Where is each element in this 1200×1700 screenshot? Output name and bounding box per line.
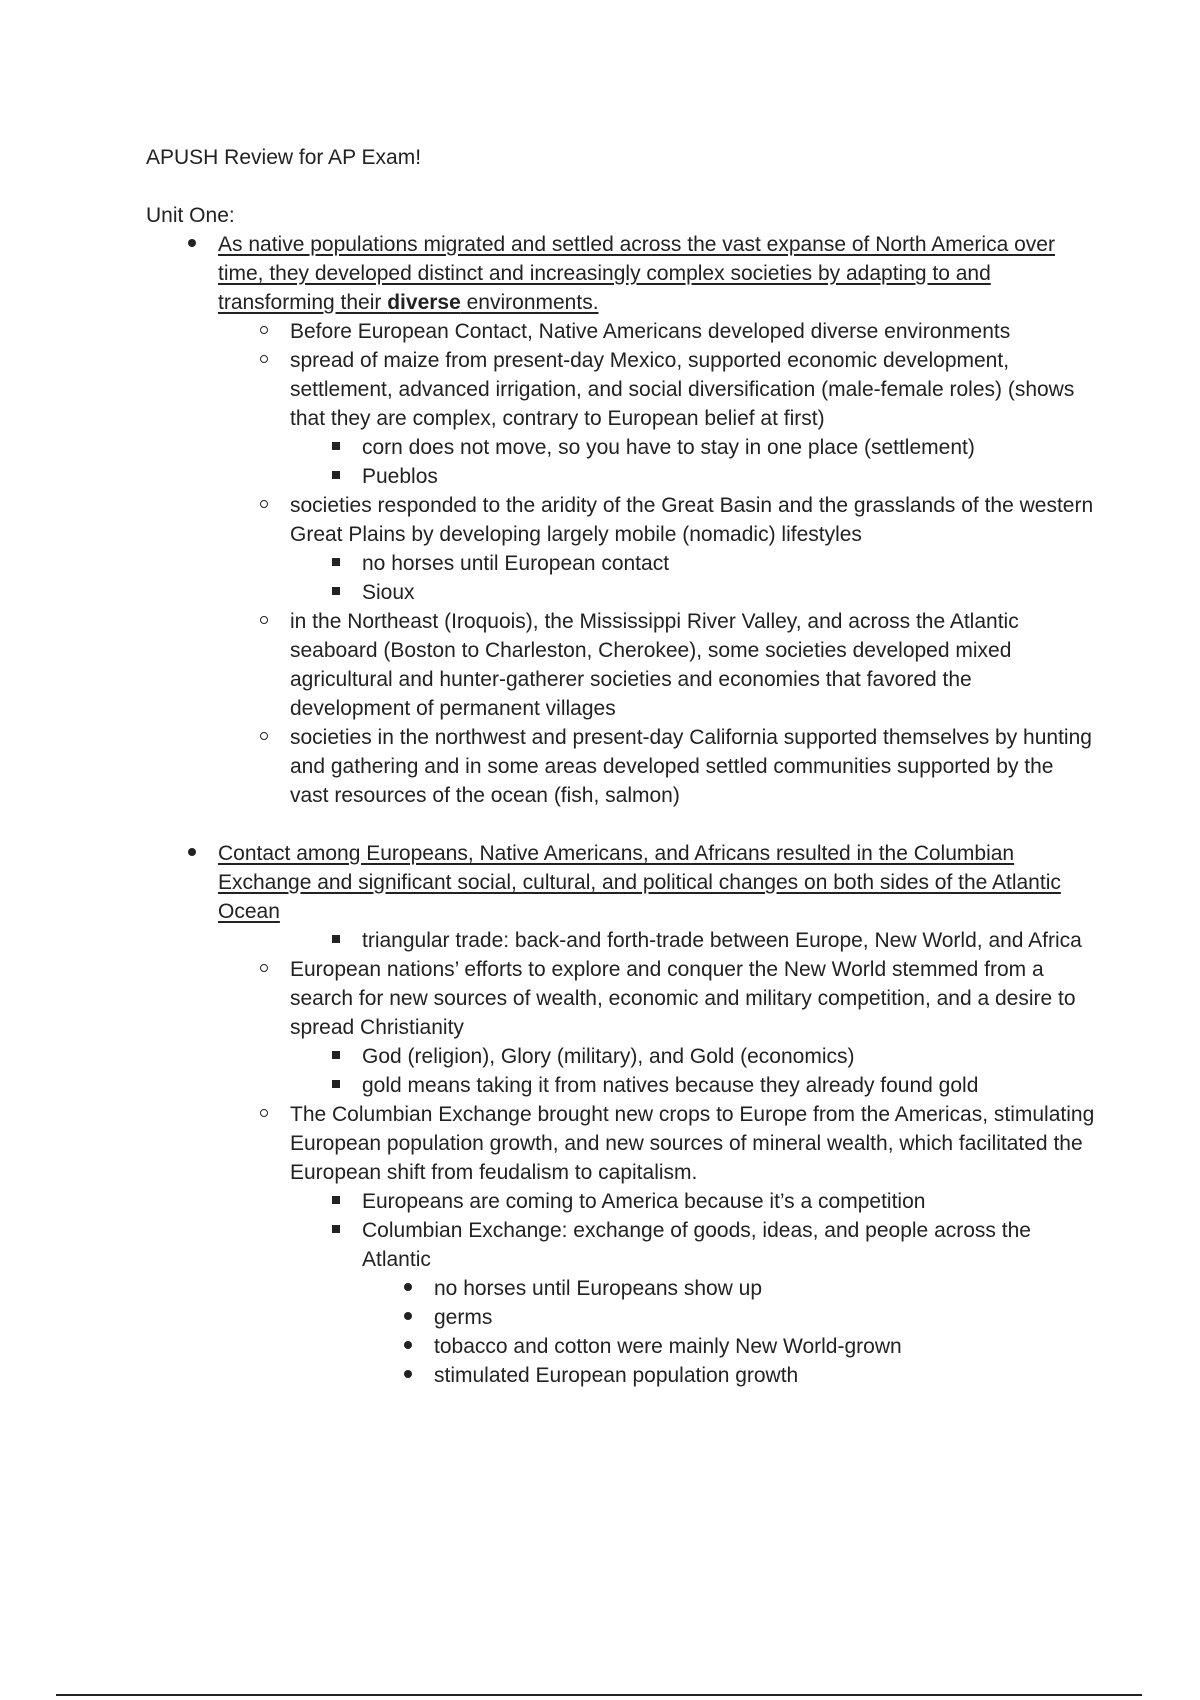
list-item: Sioux [146,578,1096,607]
bullet-square-icon [326,1042,346,1071]
bullet-circle-icon [254,955,274,984]
list-item: corn does not move, so you have to stay in one place (settlement) [146,433,1096,462]
bullet-square-icon [326,1216,346,1245]
list-item: Columbian Exchange: exchange of goods, ideas, and people across the Atlantic [146,1216,1096,1274]
list-item: God (religion), Glory (military), and Gold (economics) [146,1042,1096,1071]
bullet-square-icon [326,462,346,491]
list-item: spread of maize from present-day Mexico, supported economic development, settlement, advanced irrigation, and social diversification (male-female roles) (shows that they are complex, contrary to European belief at first) [146,346,1096,433]
bullet-circle-icon [254,723,274,752]
document-title: APUSH Review for AP Exam! [146,146,422,169]
bullet-square-icon [326,433,346,462]
list-item: The Columbian Exchange brought new crops to Europe from the Americas, stimulating European population growth, and new sources of mineral wealth, which facilitated the European shift from feudalism to capitalism. [146,1100,1096,1187]
list-item: societies in the northwest and present-day California supported themselves by hunting and gathering and in some areas developed settled communities supported by the vast resources of the ocean (fish, salmon) [146,723,1096,810]
section-1-heading [146,230,1096,317]
list-item: tobacco and cotton were mainly New World-grown [146,1332,1096,1361]
list-item: no horses until European contact [146,549,1096,578]
unit-label: Unit One: [146,204,235,227]
list-item: germs [146,1303,1096,1332]
list-item: Pueblos [146,462,1096,491]
list-item: stimulated European population growth [146,1361,1096,1390]
bullet-circle-icon [254,346,274,375]
list-item: societies responded to the aridity of the Great Basin and the grasslands of the western Great Plains by developing largely mobile (nomadic) lifestyles [146,491,1096,549]
list-item: no horses until Europeans show up [146,1274,1096,1303]
list-item: in the Northeast (Iroquois), the Mississippi River Valley, and across the Atlantic seaboard (Boston to Charleston, Cherokee), some societies developed mixed agricultural and hunter-gatherer societies and economies that favored the development of permanent villages [146,607,1096,723]
list-item: Before European Contact, Native Americans developed diverse environments [146,317,1096,346]
page-bottom-rule [56,1694,1142,1696]
bullet-disc-icon [182,230,202,259]
section-1-heading-text: As native populations migrated and settled across the vast expanse of North America over time, they developed distinct and increasingly complex societies by adapting to and transforming their diverse environments. [218,233,1055,314]
bullet-square-icon [326,926,346,955]
section-1 [146,230,1096,810]
bullet-disc-icon [398,1274,418,1303]
bullet-square-icon [326,1187,346,1216]
list-item: European nations’ efforts to explore and conquer the New World stemmed from a search for new sources of wealth, economic and military competition, and a desire to spread Christianity [146,955,1096,1042]
bullet-square-icon [326,549,346,578]
bullet-circle-icon [254,491,274,520]
bullet-disc-icon [398,1361,418,1390]
bullet-square-icon [326,578,346,607]
list-item: gold means taking it from natives because they already found gold [146,1071,1096,1100]
bullet-disc-icon [398,1332,418,1361]
bullet-circle-icon [254,607,274,636]
document-body [146,143,1096,1390]
bullet-circle-icon [254,317,274,346]
list-item: Europeans are coming to America because it’s a competition [146,1187,1096,1216]
section-2-heading: Contact among Europeans, Native Americans, and Africans resulted in the Columbian Exchange and significant social, cultural, and political changes on both sides of the Atlantic Ocean [146,839,1096,926]
bullet-disc-icon [398,1303,418,1332]
section-spacer [146,810,1096,839]
bullet-square-icon [326,1071,346,1100]
section-2 [146,839,1096,1390]
list-item: triangular trade: back-and forth-trade between Europe, New World, and Africa [146,926,1096,955]
bullet-circle-icon [254,1100,274,1129]
bullet-disc-icon [182,839,202,868]
